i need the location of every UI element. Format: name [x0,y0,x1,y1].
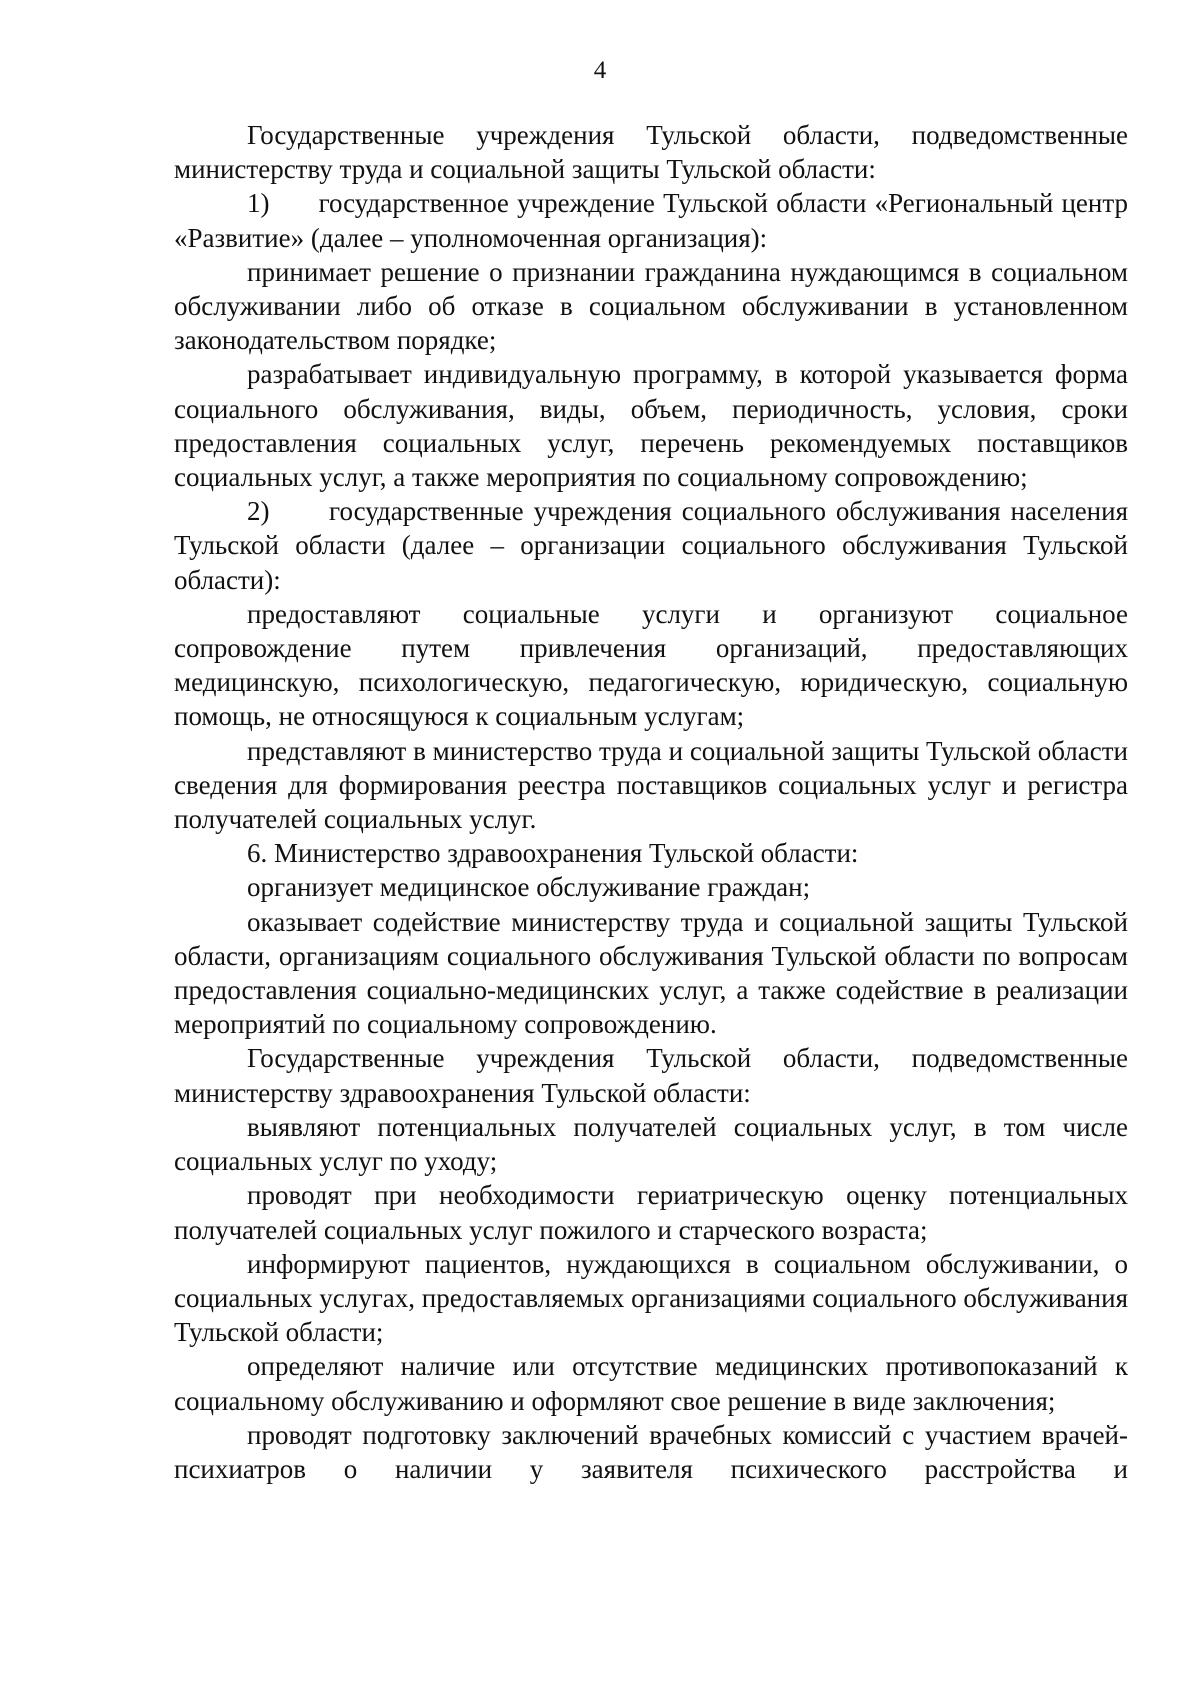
paragraph: 2) государственные учреждения социального обслуживания населения Тульской области (далее – организации социального обслуживания Тульской области): [174,496,1128,595]
paragraph: оказывает содействие министерству труда и социальной защиты Тульской области, организациям социального обслуживания Тульской области по вопросам предоставления социально-медицинских услуг, а также содействие в реализации мероприятий по социальному сопровождению. [174,906,1128,1040]
paragraph: информируют пациентов, нуждающихся в социальном обслуживании, о социальных услугах, предоставляемых организациями социального обслуживания Тульской области; [174,1248,1128,1348]
paragraph: принимает решение о признании гражданина нуждающимся в социальном обслуживании либо об отказе в социальном обслуживании в установленном законодательством порядке; [174,256,1128,356]
paragraph: разрабатывает индивидуальную программу, в которой указывается форма социального обслуживания, виды, объем, периодичность, условия, сроки предоставления социальных услуг, перечень рекомендуемых поставщиков социальных услуг, а также мероприятия по социальному сопровождению; [174,359,1128,493]
paragraph: 1) государственное учреждение Тульской области «Региональный центр «Развитие» (далее – уполномоченная организация): [174,188,1128,253]
paragraph: Государственные учреждения Тульской области, подведомственные министерству труда и социальной защиты Тульской области: [174,120,1128,185]
paragraph: проводят при необходимости гериатрическую оценку потенциальных получателей социальных услуг пожилого и старческого возраста; [174,1180,1128,1245]
document-body [174,118,1128,1486]
paragraph: предоставляют социальные услуги и организуют социальное сопровождение путем привлечения организаций, предоставляющих медицинскую, психологическую, педагогическую, юридическую, социальную помощь, не относящуюся к социальным услугам; [174,598,1128,732]
page-number: 4 [593,57,607,84]
paragraph: проводят подготовку заключений врачебных комиссий с участием врачей-психиатров о наличии у заявителя психического расстройства и [174,1419,1128,1484]
paragraph: представляют в министерство труда и социальной защиты Тульской области сведения для формирования реестра поставщиков социальных услуг и регистра получателей социальных услуг. [174,735,1128,835]
paragraph: 6. Министерство здравоохранения Тульской области: [247,838,859,869]
paragraph: выявляют потенциальных получателей социальных услуг, в том числе социальных услуг по уходу; [174,1111,1128,1177]
paragraph: организует медицинское обслуживание граждан; [247,872,811,903]
paragraph: определяют наличие или отсутствие медицинских противопоказаний к социальному обслуживанию и оформляют свое решение в виде заключения; [174,1351,1128,1416]
paragraph: Государственные учреждения Тульской области, подведомственные министерству здравоохранения Тульской области: [174,1043,1128,1108]
